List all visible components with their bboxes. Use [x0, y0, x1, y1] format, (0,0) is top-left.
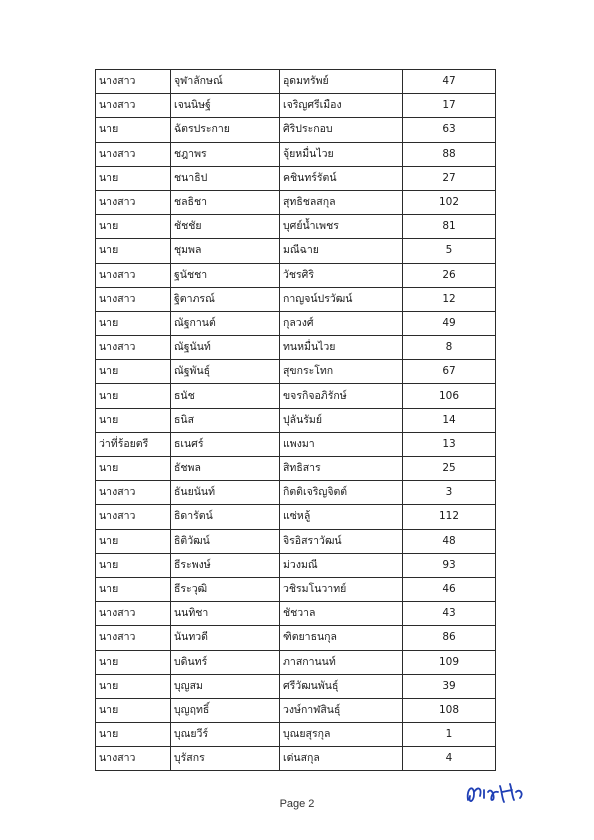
last-name-cell: กาญจน์ปรวัฒน์: [280, 287, 403, 311]
last-name-cell: สุทธิชลสกุล: [280, 190, 403, 214]
number-cell: 49: [403, 311, 496, 335]
table-row: [96, 239, 496, 263]
last-name-cell: ชัชวาล: [280, 602, 403, 626]
title-cell: นางสาว: [96, 142, 171, 166]
title-cell: นางสาว: [96, 190, 171, 214]
title-cell: นางสาว: [96, 481, 171, 505]
number-cell: 88: [403, 142, 496, 166]
last-name-cell: มณีฉาย: [280, 239, 403, 263]
number-cell: 27: [403, 166, 496, 190]
first-name-cell: ธีระวุฒิ: [171, 577, 280, 601]
page-number: Page 2: [279, 798, 315, 810]
first-name-cell: ธนัช: [171, 384, 280, 408]
title-cell: นาย: [96, 215, 171, 239]
table-row: [96, 529, 496, 553]
table-row: [96, 481, 496, 505]
number-cell: 4: [403, 747, 496, 771]
first-name-cell: ธีระพงษ์: [171, 553, 280, 577]
title-cell: ว่าที่ร้อยตรี: [96, 432, 171, 456]
table-row: [96, 650, 496, 674]
table-row: [96, 142, 496, 166]
table-row: [96, 432, 496, 456]
number-cell: 81: [403, 215, 496, 239]
title-cell: นาย: [96, 674, 171, 698]
number-cell: 26: [403, 263, 496, 287]
number-cell: 108: [403, 698, 496, 722]
table-row: [96, 263, 496, 287]
first-name-cell: เจนนิษฐ์: [171, 94, 280, 118]
first-name-cell: ฉัตรประกาย: [171, 118, 280, 142]
first-name-cell: ชัชชัย: [171, 215, 280, 239]
title-cell: นางสาว: [96, 336, 171, 360]
title-cell: นางสาว: [96, 505, 171, 529]
table-row: [96, 553, 496, 577]
number-cell: 86: [403, 626, 496, 650]
first-name-cell: ณัฐพันธุ์: [171, 360, 280, 384]
table-row: [96, 505, 496, 529]
first-name-cell: ชนาธิป: [171, 166, 280, 190]
title-cell: นาย: [96, 384, 171, 408]
title-cell: นาย: [96, 118, 171, 142]
last-name-cell: เด่นสกุล: [280, 747, 403, 771]
table-row: [96, 384, 496, 408]
number-cell: 43: [403, 602, 496, 626]
number-cell: 39: [403, 674, 496, 698]
last-name-cell: บุณยสุรกุล: [280, 723, 403, 747]
last-name-cell: สิทธิสาร: [280, 457, 403, 481]
last-name-cell: วชิรมโนวาทย์: [280, 577, 403, 601]
roster-body: [96, 70, 496, 771]
last-name-cell: ปุลันรัมย์: [280, 408, 403, 432]
table-row: [96, 360, 496, 384]
title-cell: นางสาว: [96, 602, 171, 626]
title-cell: นาย: [96, 553, 171, 577]
last-name-cell: จุ้ยหมื่นไวย: [280, 142, 403, 166]
title-cell: นาย: [96, 529, 171, 553]
name-roster-table: [95, 69, 496, 771]
number-cell: 25: [403, 457, 496, 481]
table-row: [96, 94, 496, 118]
table-row: [96, 287, 496, 311]
first-name-cell: ธเนศร์: [171, 432, 280, 456]
table-row: [96, 408, 496, 432]
last-name-cell: ทนหมื่นไวย: [280, 336, 403, 360]
last-name-cell: ศิริประกอบ: [280, 118, 403, 142]
first-name-cell: ธิดารัตน์: [171, 505, 280, 529]
table-row: [96, 747, 496, 771]
first-name-cell: ธนิส: [171, 408, 280, 432]
last-name-cell: จิรอิสราวัฒน์: [280, 529, 403, 553]
title-cell: นางสาว: [96, 747, 171, 771]
table-row: [96, 698, 496, 722]
first-name-cell: บดินทร์: [171, 650, 280, 674]
table-row: [96, 626, 496, 650]
number-cell: 14: [403, 408, 496, 432]
last-name-cell: กิตติเจริญจิตต์: [280, 481, 403, 505]
last-name-cell: ขจรกิจอภิรักษ์: [280, 384, 403, 408]
first-name-cell: ชุมพล: [171, 239, 280, 263]
number-cell: 8: [403, 336, 496, 360]
last-name-cell: ฑิตยาธนกุล: [280, 626, 403, 650]
first-name-cell: ธันยนันท์: [171, 481, 280, 505]
first-name-cell: ณัฐกานต์: [171, 311, 280, 335]
number-cell: 46: [403, 577, 496, 601]
title-cell: นางสาว: [96, 94, 171, 118]
title-cell: นาย: [96, 650, 171, 674]
title-cell: นาย: [96, 360, 171, 384]
number-cell: 112: [403, 505, 496, 529]
last-name-cell: เจริญศรีเมือง: [280, 94, 403, 118]
table-row: [96, 577, 496, 601]
first-name-cell: บุณยวีร์: [171, 723, 280, 747]
title-cell: นาย: [96, 723, 171, 747]
last-name-cell: วงษ์กาฬสินธุ์: [280, 698, 403, 722]
table-row: [96, 457, 496, 481]
last-name-cell: กุลวงศ์: [280, 311, 403, 335]
last-name-cell: วัชรศิริ: [280, 263, 403, 287]
number-cell: 47: [403, 70, 496, 94]
title-cell: นางสาว: [96, 287, 171, 311]
number-cell: 17: [403, 94, 496, 118]
last-name-cell: สุขกระโทก: [280, 360, 403, 384]
title-cell: นางสาว: [96, 70, 171, 94]
table-row: [96, 336, 496, 360]
number-cell: 109: [403, 650, 496, 674]
table-row: [96, 70, 496, 94]
number-cell: 3: [403, 481, 496, 505]
table-row: [96, 215, 496, 239]
number-cell: 48: [403, 529, 496, 553]
number-cell: 106: [403, 384, 496, 408]
table-row: [96, 602, 496, 626]
number-cell: 1: [403, 723, 496, 747]
first-name-cell: บุญสม: [171, 674, 280, 698]
last-name-cell: บุศย์น้ำเพชร: [280, 215, 403, 239]
table-row: [96, 190, 496, 214]
last-name-cell: อุดมทรัพย์: [280, 70, 403, 94]
first-name-cell: ฐิตาภรณ์: [171, 287, 280, 311]
first-name-cell: ณัฐนันท์: [171, 336, 280, 360]
last-name-cell: คชินทร์รัตน์: [280, 166, 403, 190]
title-cell: นาย: [96, 239, 171, 263]
table-row: [96, 674, 496, 698]
title-cell: นางสาว: [96, 263, 171, 287]
title-cell: นาย: [96, 698, 171, 722]
number-cell: 63: [403, 118, 496, 142]
first-name-cell: ฐนัชชา: [171, 263, 280, 287]
first-name-cell: ชลธิชา: [171, 190, 280, 214]
first-name-cell: นันทวดี: [171, 626, 280, 650]
number-cell: 93: [403, 553, 496, 577]
last-name-cell: ภาสกานนท์: [280, 650, 403, 674]
table-row: [96, 166, 496, 190]
last-name-cell: แพงมา: [280, 432, 403, 456]
first-name-cell: ธิติวัฒน์: [171, 529, 280, 553]
first-name-cell: จุฬาลักษณ์: [171, 70, 280, 94]
number-cell: 102: [403, 190, 496, 214]
title-cell: นาย: [96, 577, 171, 601]
number-cell: 67: [403, 360, 496, 384]
last-name-cell: ม่วงมณี: [280, 553, 403, 577]
first-name-cell: บุรัสกร: [171, 747, 280, 771]
number-cell: 12: [403, 287, 496, 311]
last-name-cell: ศรีวัฒนพันธุ์: [280, 674, 403, 698]
first-name-cell: ชฎาพร: [171, 142, 280, 166]
table-row: [96, 311, 496, 335]
title-cell: นาย: [96, 311, 171, 335]
first-name-cell: นนทิชา: [171, 602, 280, 626]
first-name-cell: บุญฤทธิ์: [171, 698, 280, 722]
table-row: [96, 118, 496, 142]
number-cell: 5: [403, 239, 496, 263]
first-name-cell: ธัชพล: [171, 457, 280, 481]
title-cell: นาย: [96, 166, 171, 190]
number-cell: 13: [403, 432, 496, 456]
last-name-cell: แซ่หลู้: [280, 505, 403, 529]
title-cell: นาย: [96, 457, 171, 481]
title-cell: นางสาว: [96, 626, 171, 650]
title-cell: นาย: [96, 408, 171, 432]
table-row: [96, 723, 496, 747]
